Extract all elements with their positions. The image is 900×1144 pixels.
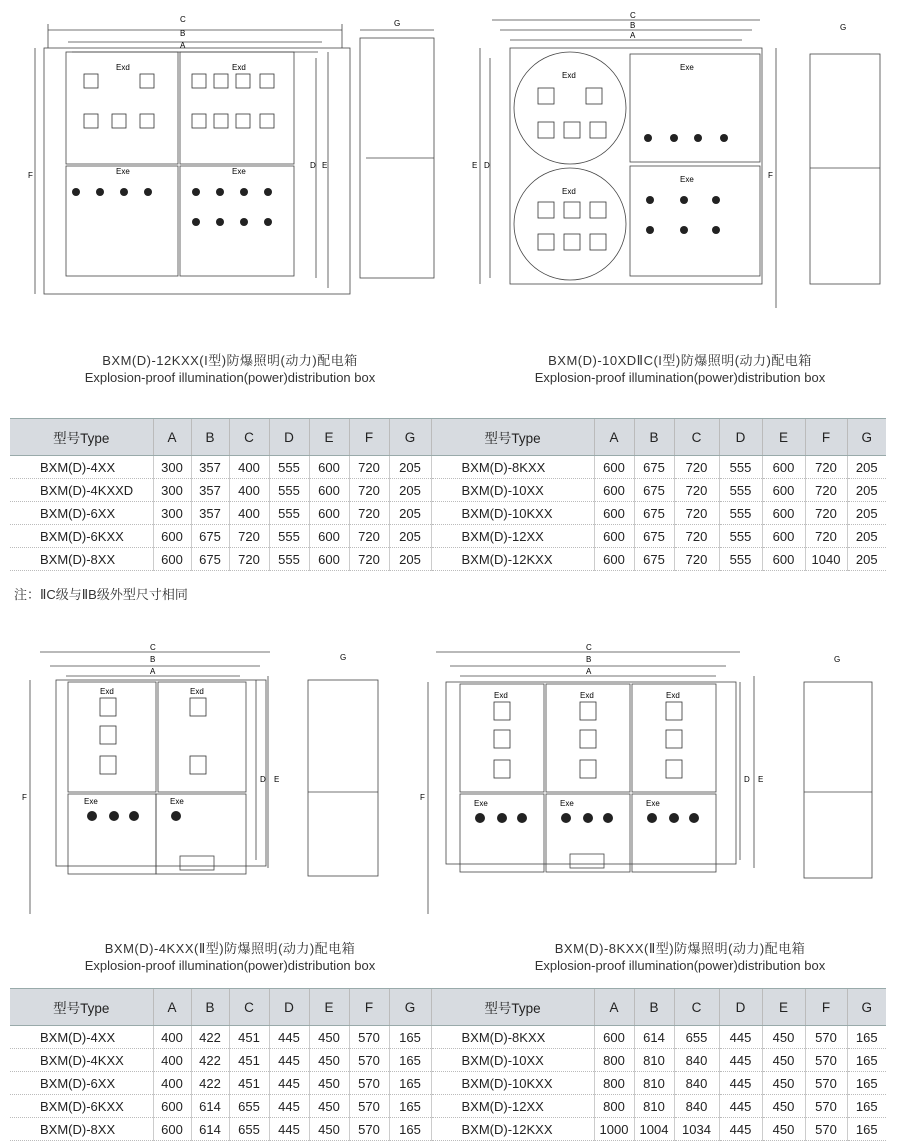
dimension-cell: 165 — [847, 1049, 886, 1072]
column-header-type: 型号Type — [431, 989, 594, 1026]
dimension-cell: 450 — [762, 1072, 805, 1095]
column-header-e: E — [309, 419, 349, 456]
column-header-type: 型号Type — [10, 419, 153, 456]
note-text: 注：ⅡC级与ⅡB级外型尺寸相同 — [14, 587, 188, 602]
dimension-cell: 600 — [594, 548, 634, 571]
dimension-cell: 810 — [634, 1049, 674, 1072]
dimension-cell: 445 — [719, 1095, 762, 1118]
label-exe: Exe — [560, 799, 574, 808]
model-cell: BXM(D)-6XX — [10, 502, 153, 525]
dimension-cell: 600 — [762, 502, 805, 525]
caption-cn: BXM(D)-4KXX(Ⅱ型)防爆照明(动力)配电箱 — [104, 941, 356, 956]
label-exd: Exd — [562, 187, 576, 196]
dimension-cell: 165 — [847, 1095, 886, 1118]
dimension-cell: 600 — [762, 479, 805, 502]
column-header-d: D — [719, 989, 762, 1026]
dimension-cell: 720 — [674, 479, 719, 502]
dim-f: F — [420, 793, 425, 802]
column-header-type: 型号Type — [10, 989, 153, 1026]
dimension-cell: 600 — [309, 548, 349, 571]
dimension-cell: 1004 — [634, 1118, 674, 1141]
dimension-cell: 357 — [191, 502, 229, 525]
dimension-cell: 675 — [634, 502, 674, 525]
model-cell: BXM(D)-4XX — [10, 456, 153, 479]
dimension-cell: 555 — [719, 525, 762, 548]
dimension-cell: 422 — [191, 1072, 229, 1095]
dim-g: G — [394, 19, 401, 28]
dimension-cell: 720 — [349, 502, 389, 525]
dimension-cell: 570 — [349, 1026, 389, 1049]
dim-g: G — [834, 655, 841, 664]
dimension-cell: 800 — [594, 1095, 634, 1118]
dimension-cell: 451 — [229, 1072, 269, 1095]
model-cell: BXM(D)-4XX — [10, 1026, 153, 1049]
dimension-cell: 205 — [389, 548, 431, 571]
dimension-cell: 675 — [634, 456, 674, 479]
dimension-cell: 445 — [269, 1072, 309, 1095]
dimension-cell: 445 — [719, 1118, 762, 1141]
dimension-cell: 675 — [634, 548, 674, 571]
dimension-cell: 614 — [191, 1118, 229, 1141]
caption-en: Explosion-proof illumination(power)distribution box — [84, 370, 376, 385]
label-exd: Exd — [190, 687, 204, 696]
dimension-cell: 555 — [269, 525, 309, 548]
dimension-cell: 451 — [229, 1026, 269, 1049]
dimension-cell: 555 — [269, 456, 309, 479]
dimension-cell: 445 — [719, 1049, 762, 1072]
dimension-cell: 720 — [229, 548, 269, 571]
figure-caption — [30, 940, 430, 974]
column-header-g: G — [847, 989, 886, 1026]
dimension-cell: 600 — [153, 525, 191, 548]
spec-table-type2 — [10, 988, 886, 1141]
drawing-10xd-type1 — [470, 8, 890, 308]
dimension-cell: 840 — [674, 1049, 719, 1072]
dimension-cell: 165 — [847, 1072, 886, 1095]
dimension-cell: 570 — [805, 1049, 847, 1072]
dimension-cell: 450 — [309, 1026, 349, 1049]
dimension-cell: 555 — [719, 548, 762, 571]
dim-c: C — [150, 643, 156, 652]
dimension-cell: 1000 — [594, 1118, 634, 1141]
table-row — [10, 502, 886, 525]
label-exd: Exd — [666, 691, 680, 700]
dimension-cell: 570 — [349, 1049, 389, 1072]
dimension-cell: 600 — [762, 525, 805, 548]
dim-e: E — [758, 775, 764, 784]
dimension-cell: 570 — [349, 1118, 389, 1141]
dimension-cell: 357 — [191, 479, 229, 502]
label-exd: Exd — [580, 691, 594, 700]
label-exe: Exe — [646, 799, 660, 808]
dimension-cell: 450 — [762, 1095, 805, 1118]
column-header-f: F — [349, 989, 389, 1026]
model-cell: BXM(D)-12KXX — [431, 1118, 594, 1141]
column-header-b: B — [191, 989, 229, 1026]
label-exe: Exe — [680, 63, 694, 72]
dim-g: G — [340, 653, 347, 662]
label-exe: Exe — [170, 797, 184, 806]
dim-b: B — [150, 655, 156, 664]
dimension-cell: 445 — [269, 1049, 309, 1072]
dimension-cell: 675 — [634, 479, 674, 502]
dimension-cell: 205 — [389, 479, 431, 502]
dimension-cell: 675 — [191, 525, 229, 548]
column-header-d: D — [719, 419, 762, 456]
dimension-cell: 614 — [634, 1026, 674, 1049]
dimension-cell: 720 — [349, 479, 389, 502]
table-row — [10, 1095, 886, 1118]
model-cell: BXM(D)-6KXX — [10, 1095, 153, 1118]
dimension-cell: 450 — [762, 1049, 805, 1072]
dim-b: B — [630, 21, 636, 30]
model-cell: BXM(D)-4KXX — [10, 1049, 153, 1072]
column-header-c: C — [674, 989, 719, 1026]
dimension-cell: 600 — [762, 548, 805, 571]
dimension-cell: 450 — [309, 1072, 349, 1095]
column-header-b: B — [191, 419, 229, 456]
caption-en: Explosion-proof illumination(power)distribution box — [534, 958, 826, 973]
model-cell: BXM(D)-8XX — [10, 1118, 153, 1141]
dim-g: G — [840, 23, 847, 32]
dim-c: C — [586, 643, 592, 652]
column-header-g: G — [389, 989, 431, 1026]
dimension-cell: 720 — [229, 525, 269, 548]
dimension-cell: 555 — [269, 502, 309, 525]
dimension-cell: 422 — [191, 1049, 229, 1072]
dimension-cell: 720 — [674, 525, 719, 548]
model-cell: BXM(D)-12XX — [431, 1095, 594, 1118]
dimension-cell: 400 — [153, 1026, 191, 1049]
dimension-cell: 205 — [847, 525, 886, 548]
dimension-cell: 800 — [594, 1072, 634, 1095]
dimension-cell: 451 — [229, 1049, 269, 1072]
dimension-cell: 445 — [719, 1072, 762, 1095]
dimension-cell: 450 — [309, 1118, 349, 1141]
column-header-e: E — [762, 989, 805, 1026]
label-exd: Exd — [116, 63, 130, 72]
dimension-cell: 400 — [229, 502, 269, 525]
dimension-cell: 300 — [153, 502, 191, 525]
model-cell: BXM(D)-4KXXD — [10, 479, 153, 502]
dimension-cell: 205 — [847, 479, 886, 502]
model-cell: BXM(D)-6KXX — [10, 525, 153, 548]
caption-cn: BXM(D)-12KXX(I型)防爆照明(动力)配电箱 — [102, 353, 358, 368]
column-header-d: D — [269, 989, 309, 1026]
table-row — [10, 525, 886, 548]
dimension-cell: 600 — [309, 456, 349, 479]
model-cell: BXM(D)-12XX — [431, 525, 594, 548]
column-header-e: E — [309, 989, 349, 1026]
dimension-cell: 720 — [805, 479, 847, 502]
column-header-f: F — [805, 989, 847, 1026]
dimension-cell: 555 — [719, 456, 762, 479]
dimension-cell: 840 — [674, 1095, 719, 1118]
column-header-g: G — [847, 419, 886, 456]
dimension-cell: 600 — [153, 1118, 191, 1141]
dimension-cell: 720 — [805, 502, 847, 525]
drawing-4kxx-type2 — [20, 640, 440, 920]
dimension-cell: 675 — [191, 548, 229, 571]
model-cell: BXM(D)-10KXX — [431, 1072, 594, 1095]
figure-caption — [470, 352, 890, 386]
dimension-cell: 570 — [805, 1072, 847, 1095]
dimension-cell: 400 — [153, 1072, 191, 1095]
dimension-cell: 357 — [191, 456, 229, 479]
dimension-cell: 720 — [349, 548, 389, 571]
dimension-cell: 445 — [269, 1118, 309, 1141]
dim-c: C — [180, 15, 186, 24]
dim-e: E — [472, 161, 478, 170]
dimension-cell: 570 — [805, 1118, 847, 1141]
caption-cn: BXM(D)-10XDⅡC(I型)防爆照明(动力)配电箱 — [548, 353, 812, 368]
dimension-cell: 205 — [847, 502, 886, 525]
dimension-cell: 600 — [594, 479, 634, 502]
dimension-cell: 810 — [634, 1072, 674, 1095]
label-exd: Exd — [494, 691, 508, 700]
model-cell: BXM(D)-10XX — [431, 479, 594, 502]
dimension-cell: 720 — [674, 548, 719, 571]
dimension-cell: 1034 — [674, 1118, 719, 1141]
dimension-cell: 445 — [269, 1026, 309, 1049]
dimension-cell: 450 — [762, 1118, 805, 1141]
dim-d: D — [744, 775, 750, 784]
dimension-cell: 165 — [389, 1049, 431, 1072]
column-header-f: F — [805, 419, 847, 456]
dimension-cell: 300 — [153, 456, 191, 479]
dimension-cell: 600 — [309, 479, 349, 502]
dim-f: F — [768, 171, 773, 180]
dimension-cell: 450 — [309, 1095, 349, 1118]
spec-table-type1 — [10, 418, 886, 571]
dimension-cell: 570 — [805, 1095, 847, 1118]
dim-d: D — [260, 775, 266, 784]
dimension-cell: 400 — [153, 1049, 191, 1072]
dimension-cell: 720 — [805, 456, 847, 479]
table-row — [10, 1049, 886, 1072]
dimension-cell: 422 — [191, 1026, 229, 1049]
dimension-cell: 720 — [674, 456, 719, 479]
dimension-cell: 555 — [269, 479, 309, 502]
table-row — [10, 548, 886, 571]
dim-b: B — [180, 29, 186, 38]
dimension-cell: 555 — [269, 548, 309, 571]
dimension-cell: 720 — [805, 525, 847, 548]
dimension-cell: 720 — [349, 525, 389, 548]
model-cell: BXM(D)-10XX — [431, 1049, 594, 1072]
column-header-b: B — [634, 419, 674, 456]
dim-f: F — [28, 171, 33, 180]
dimension-cell: 165 — [847, 1026, 886, 1049]
column-header-g: G — [389, 419, 431, 456]
dim-f: F — [22, 793, 27, 802]
dim-a: A — [180, 41, 186, 50]
column-header-e: E — [762, 419, 805, 456]
caption-cn: BXM(D)-8KXX(Ⅱ型)防爆照明(动力)配电箱 — [554, 941, 806, 956]
column-header-c: C — [229, 989, 269, 1026]
model-cell: BXM(D)-8XX — [10, 548, 153, 571]
dimension-cell: 555 — [719, 502, 762, 525]
table-row — [10, 1072, 886, 1095]
dimension-cell: 450 — [762, 1026, 805, 1049]
dimension-cell: 445 — [269, 1095, 309, 1118]
dimension-cell: 1040 — [805, 548, 847, 571]
dimension-cell: 570 — [349, 1072, 389, 1095]
label-exe: Exe — [474, 799, 488, 808]
label-exe: Exe — [680, 175, 694, 184]
dimension-cell: 675 — [634, 525, 674, 548]
column-header-a: A — [594, 989, 634, 1026]
dimension-cell: 205 — [847, 456, 886, 479]
figure-caption — [30, 352, 430, 386]
table-row — [10, 1026, 886, 1049]
dim-a: A — [630, 31, 636, 40]
dimension-cell: 655 — [229, 1118, 269, 1141]
dimension-cell: 614 — [191, 1095, 229, 1118]
dimension-cell: 570 — [349, 1095, 389, 1118]
figure-caption — [470, 940, 890, 974]
caption-en: Explosion-proof illumination(power)distribution box — [534, 370, 826, 385]
table-row — [10, 479, 886, 502]
dim-d: D — [484, 161, 490, 170]
dim-e: E — [322, 161, 328, 170]
model-cell: BXM(D)-10KXX — [431, 502, 594, 525]
column-header-a: A — [153, 989, 191, 1026]
model-cell: BXM(D)-8KXX — [431, 456, 594, 479]
dimension-cell: 600 — [153, 548, 191, 571]
drawing-12kxx-type1 — [20, 8, 440, 308]
column-header-f: F — [349, 419, 389, 456]
model-cell: BXM(D)-12KXX — [431, 548, 594, 571]
label-exd: Exd — [562, 71, 576, 80]
dimension-cell: 400 — [229, 456, 269, 479]
dimension-cell: 600 — [594, 1026, 634, 1049]
dimension-cell: 205 — [847, 548, 886, 571]
dimension-cell: 450 — [309, 1049, 349, 1072]
column-header-c: C — [229, 419, 269, 456]
dimension-cell: 205 — [389, 456, 431, 479]
drawing-8kxx-type2 — [420, 640, 890, 920]
column-header-b: B — [634, 989, 674, 1026]
dim-a: A — [586, 667, 592, 676]
dimension-cell: 720 — [349, 456, 389, 479]
dimension-cell: 165 — [389, 1072, 431, 1095]
dimension-cell: 165 — [389, 1118, 431, 1141]
dimension-cell: 570 — [805, 1026, 847, 1049]
dimension-cell: 600 — [309, 525, 349, 548]
dimension-cell: 445 — [719, 1026, 762, 1049]
dimension-cell: 655 — [229, 1095, 269, 1118]
dim-e: E — [274, 775, 280, 784]
caption-en: Explosion-proof illumination(power)distribution box — [84, 958, 376, 973]
label-exd: Exd — [232, 63, 246, 72]
dimension-cell: 810 — [634, 1095, 674, 1118]
label-exe: Exe — [84, 797, 98, 806]
table-row — [10, 456, 886, 479]
dimension-cell: 165 — [389, 1095, 431, 1118]
dimension-cell: 655 — [674, 1026, 719, 1049]
label-exe: Exe — [116, 167, 130, 176]
model-cell: BXM(D)-8KXX — [431, 1026, 594, 1049]
dimension-cell: 205 — [389, 525, 431, 548]
table-row — [10, 1118, 886, 1141]
dimension-cell: 600 — [762, 456, 805, 479]
dimension-cell: 165 — [389, 1026, 431, 1049]
dimension-cell: 300 — [153, 479, 191, 502]
dim-c: C — [630, 11, 636, 20]
dim-a: A — [150, 667, 156, 676]
dim-b: B — [586, 655, 592, 664]
column-header-d: D — [269, 419, 309, 456]
dimension-cell: 600 — [594, 525, 634, 548]
model-cell: BXM(D)-6XX — [10, 1072, 153, 1095]
dimension-cell: 720 — [674, 502, 719, 525]
dimension-cell: 600 — [309, 502, 349, 525]
column-header-c: C — [674, 419, 719, 456]
label-exe: Exe — [232, 167, 246, 176]
dimension-cell: 205 — [389, 502, 431, 525]
column-header-a: A — [153, 419, 191, 456]
dimension-cell: 600 — [594, 502, 634, 525]
dimension-cell: 600 — [594, 456, 634, 479]
dimension-cell: 165 — [847, 1118, 886, 1141]
dimension-cell: 555 — [719, 479, 762, 502]
label-exd: Exd — [100, 687, 114, 696]
dim-d: D — [310, 161, 316, 170]
dimension-cell: 800 — [594, 1049, 634, 1072]
dimension-cell: 840 — [674, 1072, 719, 1095]
column-header-a: A — [594, 419, 634, 456]
dimension-cell: 400 — [229, 479, 269, 502]
column-header-type: 型号Type — [431, 419, 594, 456]
dimension-cell: 600 — [153, 1095, 191, 1118]
